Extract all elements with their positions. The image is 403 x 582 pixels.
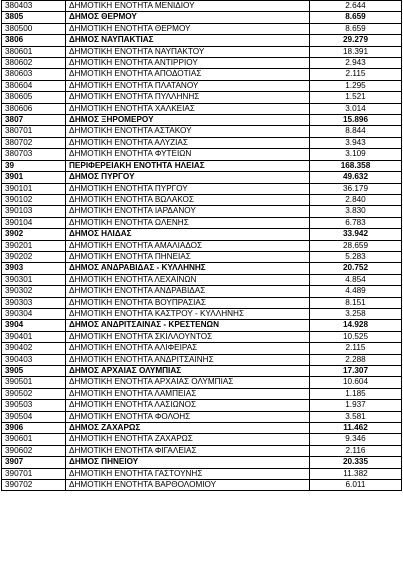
table-row xyxy=(2,480,402,491)
value-cell: 3.830 xyxy=(310,206,402,217)
name-cell: ΔΗΜΟΤΙΚΗ ΕΝΟΤΗΤΑ ΘΕΡΜΟΥ xyxy=(66,23,310,34)
table-row xyxy=(2,354,402,365)
name-cell: ΔΗΜΟΤΙΚΗ ΕΝΟΤΗΤΑ ΑΣΤΑΚΟΥ xyxy=(66,126,310,137)
code-cell: 3905 xyxy=(2,366,66,377)
value-cell: 1.295 xyxy=(310,80,402,91)
name-cell: ΔΗΜΟΤΙΚΗ ΕΝΟΤΗΤΑ ΧΑΛΚΕΙΑΣ xyxy=(66,103,310,114)
table-row xyxy=(2,286,402,297)
code-cell: 390501 xyxy=(2,377,66,388)
value-cell: 6.011 xyxy=(310,480,402,491)
table-row xyxy=(2,274,402,285)
table-row xyxy=(2,423,402,434)
name-cell: ΔΗΜΟΤΙΚΗ ΕΝΟΤΗΤΑ ΑΛΥΖΙΑΣ xyxy=(66,137,310,148)
code-cell: 380500 xyxy=(2,23,66,34)
value-cell: 33.942 xyxy=(310,229,402,240)
value-cell: 8.659 xyxy=(310,12,402,23)
value-cell: 17.307 xyxy=(310,366,402,377)
code-cell: 3807 xyxy=(2,115,66,126)
code-cell: 390702 xyxy=(2,480,66,491)
value-cell: 2.840 xyxy=(310,194,402,205)
table-row xyxy=(2,445,402,456)
value-cell: 1.185 xyxy=(310,388,402,399)
value-cell: 36.179 xyxy=(310,183,402,194)
name-cell: ΔΗΜΟΣ ΠΥΡΓΟΥ xyxy=(66,172,310,183)
name-cell: ΔΗΜΟΣ ΑΝΔΡΙΤΣΑΙΝΑΣ - ΚΡΕΣΤΕΝΩΝ xyxy=(66,320,310,331)
value-cell: 10.604 xyxy=(310,377,402,388)
code-cell: 390202 xyxy=(2,251,66,262)
name-cell: ΔΗΜΟΤΙΚΗ ΕΝΟΤΗΤΑ ΠΗΝΕΙΑΣ xyxy=(66,251,310,262)
table-row xyxy=(2,69,402,80)
code-cell: 390101 xyxy=(2,183,66,194)
code-cell: 390503 xyxy=(2,400,66,411)
code-cell: 390504 xyxy=(2,411,66,422)
name-cell: ΔΗΜΟΤΙΚΗ ΕΝΟΤΗΤΑ ΑΡΧΑΙΑΣ ΟΛΥΜΠΙΑΣ xyxy=(66,377,310,388)
name-cell: ΔΗΜΟΤΙΚΗ ΕΝΟΤΗΤΑ ΚΑΣΤΡΟΥ - ΚΥΛΛΗΝΗΣ xyxy=(66,308,310,319)
value-cell: 1.937 xyxy=(310,400,402,411)
table-row xyxy=(2,331,402,342)
table-row xyxy=(2,160,402,171)
code-cell: 380403 xyxy=(2,1,66,12)
name-cell: ΔΗΜΟΣ ΝΑΥΠΑΚΤΙΑΣ xyxy=(66,35,310,46)
table-row xyxy=(2,149,402,160)
name-cell: ΔΗΜΟΤΙΚΗ ΕΝΟΤΗΤΑ ΒΟΥΠΡΑΣΙΑΣ xyxy=(66,297,310,308)
code-cell: 390104 xyxy=(2,217,66,228)
value-cell: 10.525 xyxy=(310,331,402,342)
value-cell: 3.943 xyxy=(310,137,402,148)
name-cell: ΔΗΜΟΤΙΚΗ ΕΝΟΤΗΤΑ ΝΑΥΠΑΚΤΟΥ xyxy=(66,46,310,57)
code-cell: 3907 xyxy=(2,457,66,468)
code-cell: 3904 xyxy=(2,320,66,331)
name-cell: ΔΗΜΟΣ ΑΡΧΑΙΑΣ ΟΛΥΜΠΙΑΣ xyxy=(66,366,310,377)
code-cell: 390403 xyxy=(2,354,66,365)
value-cell: 3.581 xyxy=(310,411,402,422)
code-cell: 380602 xyxy=(2,58,66,69)
value-cell: 2.288 xyxy=(310,354,402,365)
population-table xyxy=(1,0,402,491)
table-row xyxy=(2,468,402,479)
name-cell: ΔΗΜΟΤΙΚΗ ΕΝΟΤΗΤΑ ΦΥΤΕΙΩΝ xyxy=(66,149,310,160)
code-cell: 390302 xyxy=(2,286,66,297)
table-row xyxy=(2,183,402,194)
name-cell: ΔΗΜΟΤΙΚΗ ΕΝΟΤΗΤΑ ΙΑΡΔΑΝΟΥ xyxy=(66,206,310,217)
value-cell: 28.659 xyxy=(310,240,402,251)
value-cell: 4.489 xyxy=(310,286,402,297)
value-cell: 2.116 xyxy=(310,445,402,456)
code-cell: 3906 xyxy=(2,423,66,434)
name-cell: ΔΗΜΟΤΙΚΗ ΕΝΟΤΗΤΑ ΛΕΧΑΙΝΩΝ xyxy=(66,274,310,285)
value-cell: 2.115 xyxy=(310,69,402,80)
name-cell: ΔΗΜΟΤΙΚΗ ΕΝΟΤΗΤΑ ΑΝΔΡΙΤΣΑΙΝΗΣ xyxy=(66,354,310,365)
name-cell: ΔΗΜΟΣ ΗΛΙΔΑΣ xyxy=(66,229,310,240)
code-cell: 390601 xyxy=(2,434,66,445)
name-cell: ΔΗΜΟΣ ΑΝΔΡΑΒΙΔΑΣ - ΚΥΛΛΗΝΗΣ xyxy=(66,263,310,274)
table-row xyxy=(2,126,402,137)
table-body xyxy=(2,1,402,491)
table-row xyxy=(2,103,402,114)
name-cell: ΔΗΜΟΤΙΚΗ ΕΝΟΤΗΤΑ ΑΛΙΦΕΙΡΑΣ xyxy=(66,343,310,354)
table-row xyxy=(2,194,402,205)
value-cell: 3.014 xyxy=(310,103,402,114)
name-cell: ΔΗΜΟΤΙΚΗ ΕΝΟΤΗΤΑ ΒΩΛΑΚΟΣ xyxy=(66,194,310,205)
code-cell: 390301 xyxy=(2,274,66,285)
value-cell: 49.632 xyxy=(310,172,402,183)
name-cell: ΔΗΜΟΤΙΚΗ ΕΝΟΤΗΤΑ ΖΑΧΑΡΩΣ xyxy=(66,434,310,445)
name-cell: ΔΗΜΟΤΙΚΗ ΕΝΟΤΗΤΑ ΦΟΛΟΗΣ xyxy=(66,411,310,422)
code-cell: 380604 xyxy=(2,80,66,91)
table-row xyxy=(2,206,402,217)
table-row xyxy=(2,400,402,411)
name-cell: ΔΗΜΟΣ ΘΕΡΜΟΥ xyxy=(66,12,310,23)
value-cell: 2.644 xyxy=(310,1,402,12)
table-row xyxy=(2,58,402,69)
name-cell: ΔΗΜΟΤΙΚΗ ΕΝΟΤΗΤΑ ΣΚΙΛΛΟΥΝΤΟΣ xyxy=(66,331,310,342)
value-cell: 8.844 xyxy=(310,126,402,137)
value-cell: 168.358 xyxy=(310,160,402,171)
code-cell: 380702 xyxy=(2,137,66,148)
table-row xyxy=(2,217,402,228)
table-row xyxy=(2,434,402,445)
code-cell: 390304 xyxy=(2,308,66,319)
code-cell: 390303 xyxy=(2,297,66,308)
code-cell: 3903 xyxy=(2,263,66,274)
table-row xyxy=(2,35,402,46)
value-cell: 18.391 xyxy=(310,46,402,57)
value-cell: 2.943 xyxy=(310,58,402,69)
name-cell: ΔΗΜΟΤΙΚΗ ΕΝΟΤΗΤΑ ΛΑΣΙΩΝΟΣ xyxy=(66,400,310,411)
value-cell: 4.854 xyxy=(310,274,402,285)
name-cell: ΔΗΜΟΤΙΚΗ ΕΝΟΤΗΤΑ ΑΝΔΡΑΒΙΔΑΣ xyxy=(66,286,310,297)
code-cell: 3902 xyxy=(2,229,66,240)
code-cell: 380603 xyxy=(2,69,66,80)
name-cell: ΔΗΜΟΤΙΚΗ ΕΝΟΤΗΤΑ ΩΛΕΝΗΣ xyxy=(66,217,310,228)
code-cell: 390701 xyxy=(2,468,66,479)
value-cell: 5.283 xyxy=(310,251,402,262)
value-cell: 3.109 xyxy=(310,149,402,160)
code-cell: 380606 xyxy=(2,103,66,114)
table-row xyxy=(2,1,402,12)
table-row xyxy=(2,92,402,103)
table-row xyxy=(2,411,402,422)
name-cell: ΔΗΜΟΤΙΚΗ ΕΝΟΤΗΤΑ ΛΑΜΠΕΙΑΣ xyxy=(66,388,310,399)
code-cell: 390102 xyxy=(2,194,66,205)
table-row xyxy=(2,366,402,377)
value-cell: 9.346 xyxy=(310,434,402,445)
table-row xyxy=(2,137,402,148)
code-cell: 380703 xyxy=(2,149,66,160)
name-cell: ΔΗΜΟΤΙΚΗ ΕΝΟΤΗΤΑ ΒΑΡΘΟΛΟΜΙΟΥ xyxy=(66,480,310,491)
table-row xyxy=(2,308,402,319)
table-row xyxy=(2,297,402,308)
value-cell: 6.783 xyxy=(310,217,402,228)
table-row xyxy=(2,80,402,91)
name-cell: ΔΗΜΟΤΙΚΗ ΕΝΟΤΗΤΑ ΦΙΓΑΛΕΙΑΣ xyxy=(66,445,310,456)
code-cell: 390402 xyxy=(2,343,66,354)
table-row xyxy=(2,46,402,57)
code-cell: 380701 xyxy=(2,126,66,137)
value-cell: 8.659 xyxy=(310,23,402,34)
name-cell: ΔΗΜΟΤΙΚΗ ΕΝΟΤΗΤΑ ΠΥΛΛΗΝΗΣ xyxy=(66,92,310,103)
name-cell: ΔΗΜΟΤΙΚΗ ΕΝΟΤΗΤΑ ΑΝΤΙΡΡΙΟΥ xyxy=(66,58,310,69)
code-cell: 3806 xyxy=(2,35,66,46)
name-cell: ΔΗΜΟΤΙΚΗ ΕΝΟΤΗΤΑ ΠΛΑΤΑΝΟΥ xyxy=(66,80,310,91)
value-cell: 11.382 xyxy=(310,468,402,479)
value-cell: 2.115 xyxy=(310,343,402,354)
table-row xyxy=(2,388,402,399)
table-row xyxy=(2,457,402,468)
code-cell: 390502 xyxy=(2,388,66,399)
code-cell: 3805 xyxy=(2,12,66,23)
name-cell: ΠΕΡΙΦΕΡΕΙΑΚΗ ΕΝΟΤΗΤΑ ΗΛΕΙΑΣ xyxy=(66,160,310,171)
value-cell: 8.151 xyxy=(310,297,402,308)
name-cell: ΔΗΜΟΣ ΠΗΝΕΙΟΥ xyxy=(66,457,310,468)
name-cell: ΔΗΜΟΤΙΚΗ ΕΝΟΤΗΤΑ ΑΠΟΔΟΤΙΑΣ xyxy=(66,69,310,80)
code-cell: 390103 xyxy=(2,206,66,217)
code-cell: 380605 xyxy=(2,92,66,103)
value-cell: 14.928 xyxy=(310,320,402,331)
code-cell: 380601 xyxy=(2,46,66,57)
name-cell: ΔΗΜΟΤΙΚΗ ΕΝΟΤΗΤΑ ΓΑΣΤΟΥΝΗΣ xyxy=(66,468,310,479)
value-cell: 15.896 xyxy=(310,115,402,126)
code-cell: 390602 xyxy=(2,445,66,456)
name-cell: ΔΗΜΟΤΙΚΗ ΕΝΟΤΗΤΑ ΑΜΑΛΙΑΔΟΣ xyxy=(66,240,310,251)
name-cell: ΔΗΜΟΣ ΖΑΧΑΡΩΣ xyxy=(66,423,310,434)
table-row xyxy=(2,115,402,126)
code-cell: 390201 xyxy=(2,240,66,251)
table-row xyxy=(2,343,402,354)
table-row xyxy=(2,263,402,274)
code-cell: 390401 xyxy=(2,331,66,342)
value-cell: 3.258 xyxy=(310,308,402,319)
value-cell: 20.335 xyxy=(310,457,402,468)
name-cell: ΔΗΜΟΤΙΚΗ ΕΝΟΤΗΤΑ ΜΕΝΙΔΙΟΥ xyxy=(66,1,310,12)
value-cell: 20.752 xyxy=(310,263,402,274)
table-row xyxy=(2,12,402,23)
table-row xyxy=(2,229,402,240)
value-cell: 1.521 xyxy=(310,92,402,103)
table-row xyxy=(2,172,402,183)
name-cell: ΔΗΜΟΤΙΚΗ ΕΝΟΤΗΤΑ ΠΥΡΓΟΥ xyxy=(66,183,310,194)
table-row xyxy=(2,23,402,34)
table-row xyxy=(2,240,402,251)
value-cell: 11.462 xyxy=(310,423,402,434)
code-cell: 3901 xyxy=(2,172,66,183)
name-cell: ΔΗΜΟΣ ΞΗΡΟΜΕΡΟΥ xyxy=(66,115,310,126)
table-row xyxy=(2,320,402,331)
table-row xyxy=(2,251,402,262)
code-cell: 39 xyxy=(2,160,66,171)
value-cell: 29.279 xyxy=(310,35,402,46)
table-row xyxy=(2,377,402,388)
